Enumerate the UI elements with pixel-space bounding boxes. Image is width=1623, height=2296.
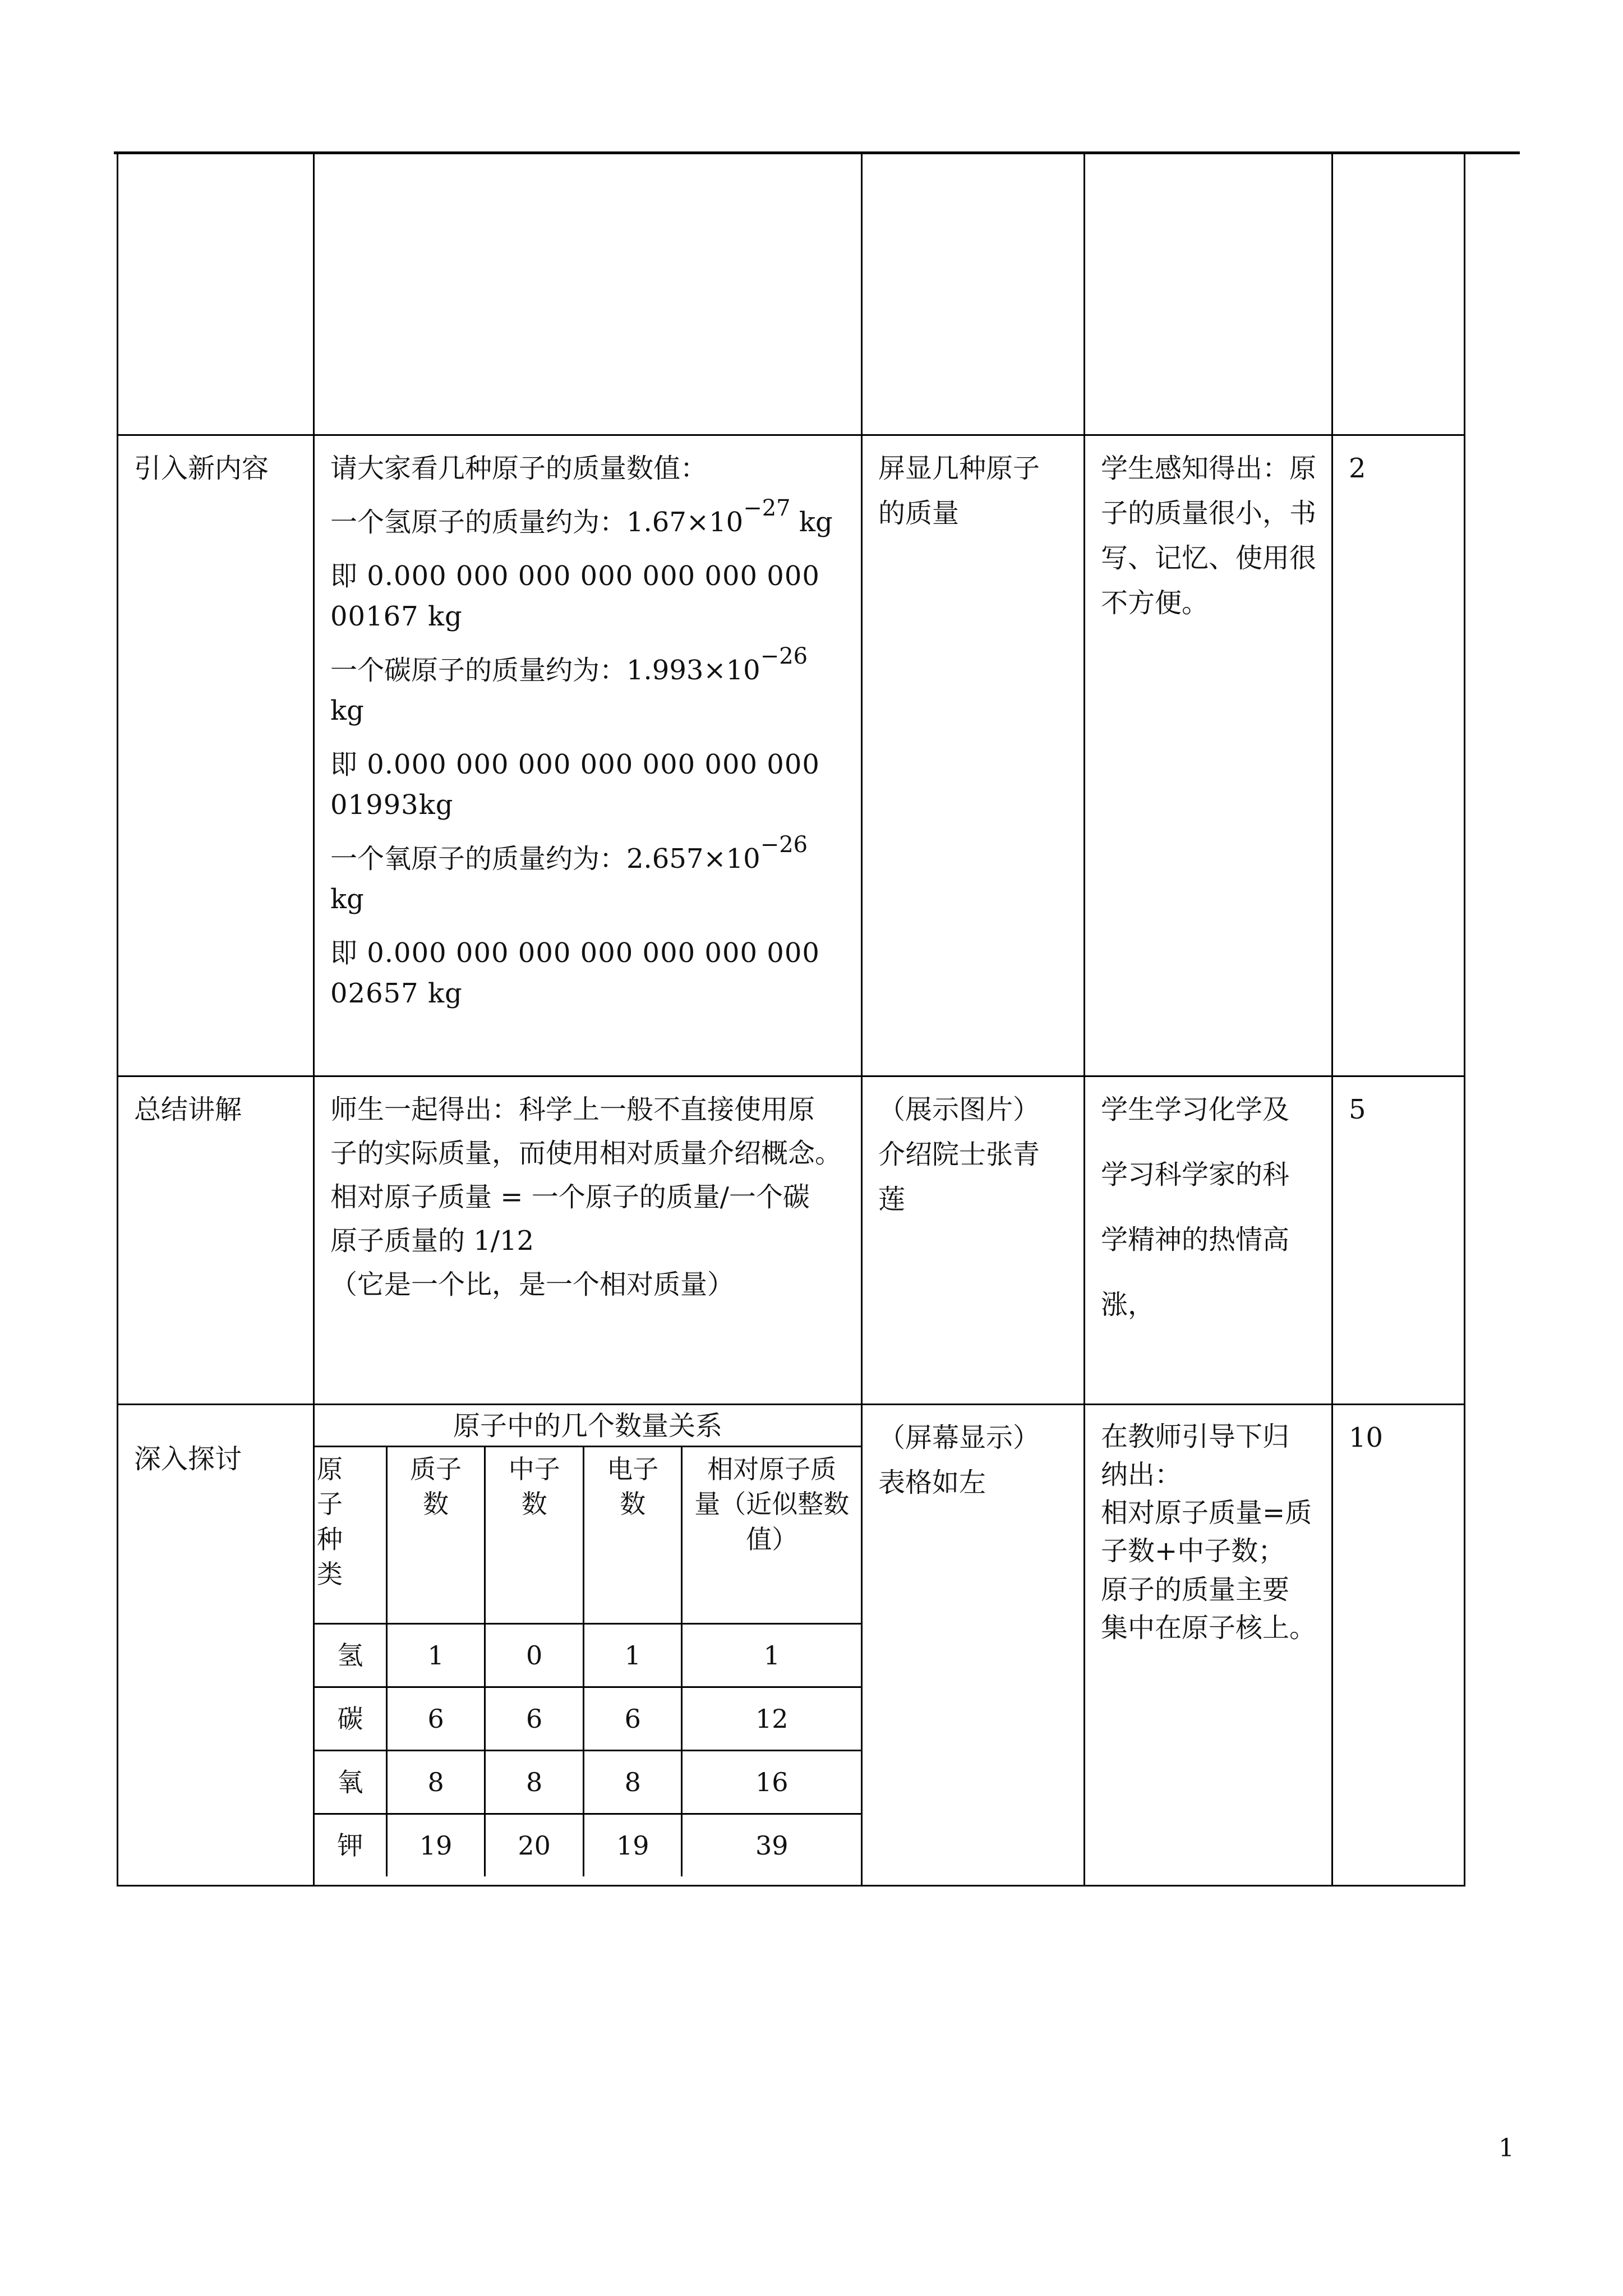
relative-mass: 16 <box>682 1751 861 1814</box>
inner-table-row <box>315 1687 861 1751</box>
neutron-count: 8 <box>485 1751 584 1814</box>
teacher-line: （展示图片） <box>878 1094 1040 1125</box>
atom-name: 氢 <box>315 1624 386 1687</box>
time-value: 5 <box>1349 1094 1366 1125</box>
table-row-intro <box>118 435 1465 1076</box>
relative-mass: 39 <box>682 1814 861 1877</box>
time-value: 2 <box>1349 453 1366 484</box>
proton-count: 19 <box>386 1814 485 1877</box>
electron-count: 8 <box>583 1751 682 1814</box>
student-line: 在教师引导下归 <box>1101 1421 1290 1452</box>
cell-empty <box>118 154 314 435</box>
relative-mass: 12 <box>682 1687 861 1751</box>
proton-count: 6 <box>386 1687 485 1751</box>
atom-quantity-table <box>315 1446 861 1876</box>
inner-table-header-row <box>315 1447 861 1624</box>
stage-cell <box>118 435 314 1076</box>
teacher-line: 莲 <box>878 1184 906 1215</box>
inner-table-title: 原子中的几个数量关系 <box>453 1410 722 1442</box>
electron-count: 6 <box>583 1687 682 1751</box>
time-cell <box>1332 1076 1465 1405</box>
student-line: 学生感知得出：原 <box>1101 453 1317 484</box>
table-row-continuation <box>118 154 1465 435</box>
stage-label: 深入探讨 <box>134 1443 242 1475</box>
student-line: 学精神的热情高 <box>1101 1224 1290 1255</box>
header-electrons: 电子 数 <box>583 1447 682 1624</box>
student-line: 写、记忆、使用很 <box>1101 542 1317 574</box>
content-line: 原子质量的 1/12 <box>330 1225 534 1257</box>
content-cell <box>314 435 862 1076</box>
teacher-line: 的质量 <box>878 498 960 529</box>
content-line: 即 0.000 000 000 000 000 000 000 <box>330 937 820 969</box>
stage-label: 总结讲解 <box>134 1094 242 1125</box>
content-line: 一个氢原子的质量约为：$1.67\times 10^{-27}$ kg <box>330 495 833 538</box>
relative-mass: 1 <box>682 1624 861 1687</box>
stage-cell <box>118 1076 314 1405</box>
student-line: 学生学习化学及 <box>1101 1094 1290 1125</box>
table-row-summary <box>118 1076 1465 1405</box>
lesson-plan-table <box>117 153 1465 1887</box>
proton-count: 1 <box>386 1624 485 1687</box>
student-line: 学习科学家的科 <box>1101 1159 1290 1190</box>
cell-empty <box>1332 154 1465 435</box>
content-line: 师生一起得出：科学上一般不直接使用原 <box>330 1094 815 1125</box>
teacher-line: （屏幕显示） <box>878 1422 1040 1453</box>
student-line: 子数+中子数； <box>1101 1535 1285 1567</box>
proton-count: 8 <box>386 1751 485 1814</box>
atom-name: 钾 <box>315 1814 386 1877</box>
student-line: 不方便。 <box>1101 587 1209 619</box>
cell-empty <box>862 154 1085 435</box>
cell-empty <box>1085 154 1332 435</box>
student-activity-cell <box>1085 1405 1332 1886</box>
stage-label: 引入新内容 <box>134 453 269 484</box>
content-line: 00167 kg <box>330 601 463 632</box>
cell-empty <box>314 154 862 435</box>
atom-name: 碳 <box>315 1687 386 1751</box>
student-activity-cell <box>1085 435 1332 1076</box>
stage-cell <box>118 1405 314 1886</box>
content-cell <box>314 1076 862 1405</box>
content-line: （它是一个比，是一个相对质量） <box>330 1269 735 1300</box>
content-cell <box>314 1405 862 1886</box>
content-line: 一个氧原子的质量约为：$2.657\times 10^{-26}$ kg <box>330 832 808 915</box>
content-line: 02657 kg <box>330 978 463 1009</box>
content-line: 请大家看几种原子的质量数值： <box>330 453 708 484</box>
inner-table-row <box>315 1624 861 1687</box>
student-line: 纳出： <box>1101 1459 1182 1491</box>
teacher-activity-cell <box>862 435 1085 1076</box>
neutron-count: 6 <box>485 1687 584 1751</box>
teacher-line: 介绍院士张青 <box>878 1139 1040 1170</box>
content-line: 01993kg <box>330 789 454 821</box>
content-line: 一个碳原子的质量约为：$1.993\times 10^{-26}$ kg <box>330 643 808 726</box>
header-neutrons: 中子 数 <box>485 1447 584 1624</box>
student-line: 相对原子质量=质 <box>1101 1497 1312 1529</box>
time-cell <box>1332 435 1465 1076</box>
electron-count: 1 <box>583 1624 682 1687</box>
table-row-discuss <box>118 1405 1465 1886</box>
teacher-activity-cell <box>862 1405 1085 1886</box>
neutron-count: 0 <box>485 1624 584 1687</box>
atom-name: 氧 <box>315 1751 386 1814</box>
inner-table-row <box>315 1814 861 1877</box>
student-line: 原子的质量主要 <box>1101 1573 1290 1605</box>
teacher-line: 表格如左 <box>878 1467 986 1498</box>
header-atom-kind: 原 子 种 类 <box>315 1447 386 1624</box>
inner-table-row <box>315 1751 861 1814</box>
time-cell <box>1332 1405 1465 1886</box>
neutron-count: 20 <box>485 1814 584 1877</box>
time-value: 10 <box>1349 1422 1384 1453</box>
electron-count: 19 <box>583 1814 682 1877</box>
student-activity-cell <box>1085 1076 1332 1405</box>
content-line: 子的实际质量，而使用相对质量介绍概念。 <box>330 1138 842 1169</box>
student-line: 涨， <box>1101 1289 1155 1320</box>
teacher-activity-cell <box>862 1076 1085 1405</box>
content-line: 即 0.000 000 000 000 000 000 000 <box>330 749 820 780</box>
student-line: 子的质量很小，书 <box>1101 498 1317 529</box>
content-line: 即 0.000 000 000 000 000 000 000 <box>330 560 820 592</box>
page-number: 1 <box>1498 2134 1514 2162</box>
student-line: 集中在原子核上。 <box>1101 1612 1317 1644</box>
header-protons: 质子 数 <box>386 1447 485 1624</box>
header-relative-mass: 相对原子质 量（近似整数 值） <box>682 1447 861 1624</box>
teacher-line: 屏显几种原子 <box>878 453 1040 484</box>
content-line: 相对原子质量 = 一个原子的质量/一个碳 <box>330 1181 810 1213</box>
